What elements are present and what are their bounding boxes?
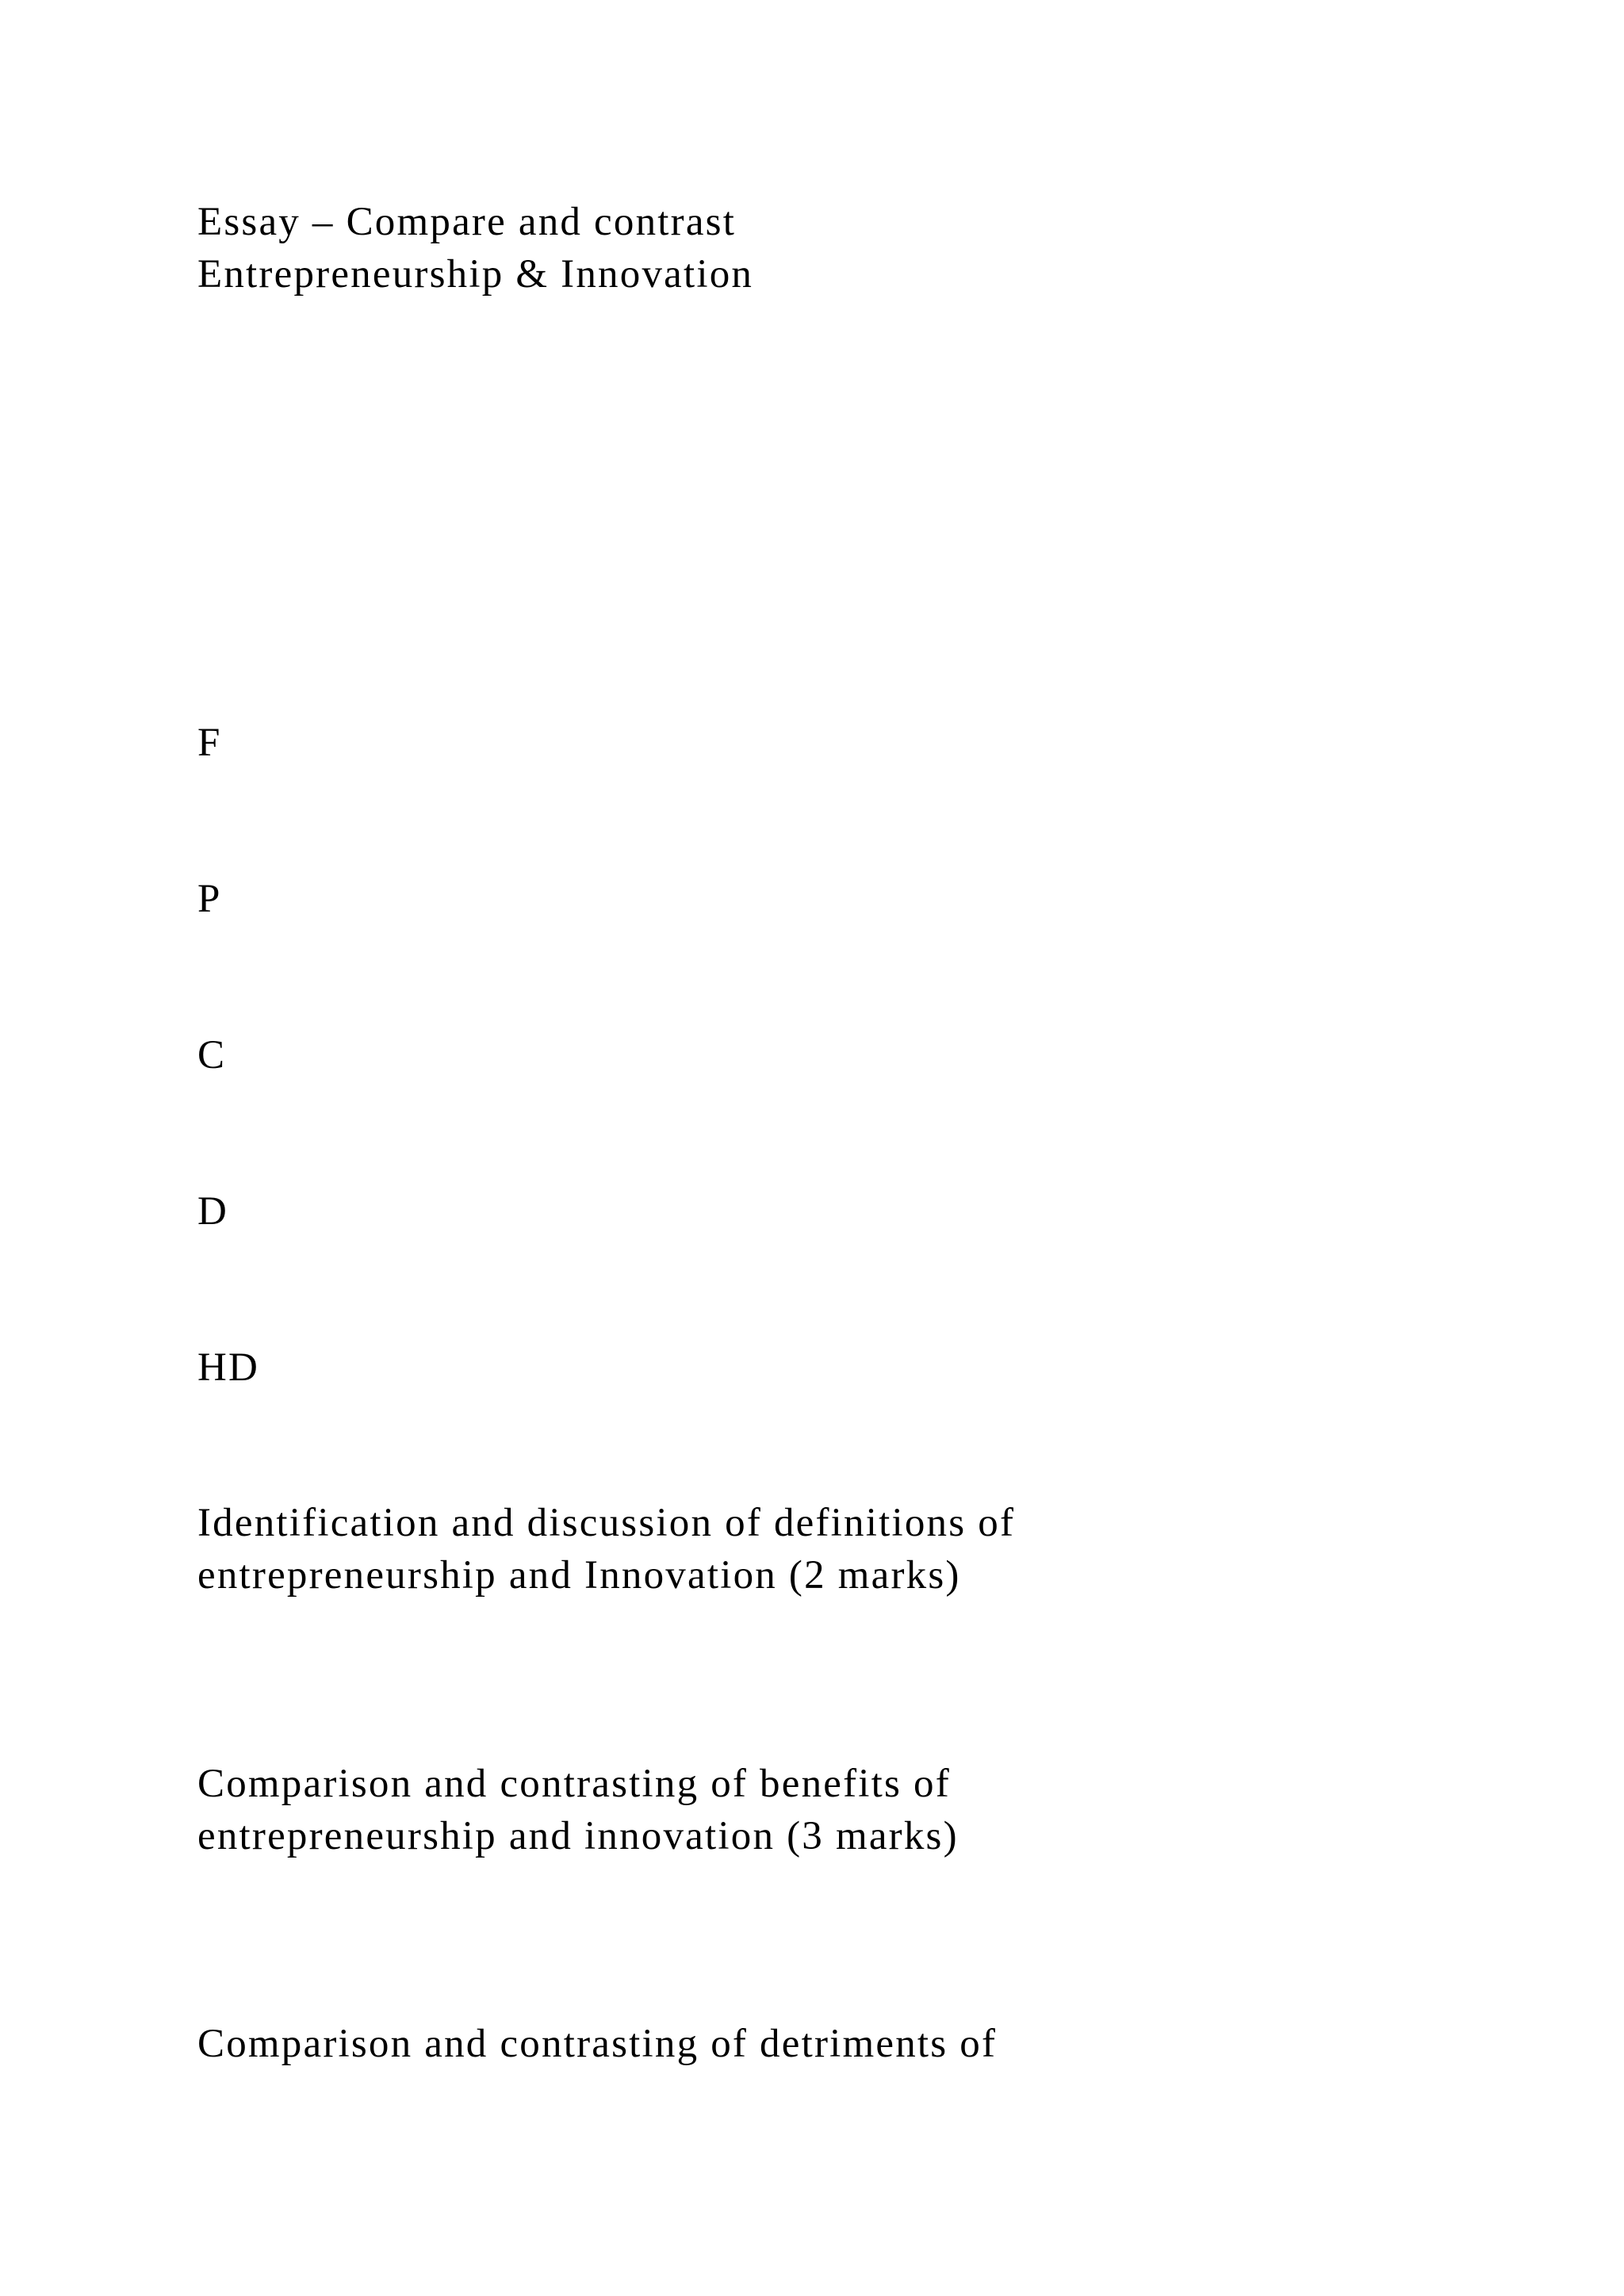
essay-title-line-1: Essay – Compare and contrast bbox=[197, 200, 737, 244]
criterion-line: Identification and discussion of definitions of bbox=[197, 1501, 1016, 1545]
essay-title-line-2: Entrepreneurship & Innovation bbox=[197, 252, 754, 297]
grade-label-d: D bbox=[197, 1189, 229, 1234]
grade-label-c: C bbox=[197, 1033, 227, 1077]
criterion-definitions bbox=[197, 1497, 1015, 1601]
grade-label-f: F bbox=[197, 721, 222, 765]
essay-title bbox=[197, 196, 753, 300]
grade-label-hd: HD bbox=[197, 1345, 260, 1390]
criterion-line: entrepreneurship and innovation (3 marks) bbox=[197, 1814, 959, 1858]
grade-label-p: P bbox=[197, 877, 222, 921]
criterion-line: Comparison and contrasting of benefits of bbox=[197, 1762, 951, 1806]
criterion-line: entrepreneurship and Innovation (2 marks) bbox=[197, 1553, 961, 1598]
criterion-detriments bbox=[197, 2018, 997, 2070]
criterion-line: Comparison and contrasting of detriments of bbox=[197, 2022, 998, 2066]
criterion-benefits bbox=[197, 1758, 959, 1862]
